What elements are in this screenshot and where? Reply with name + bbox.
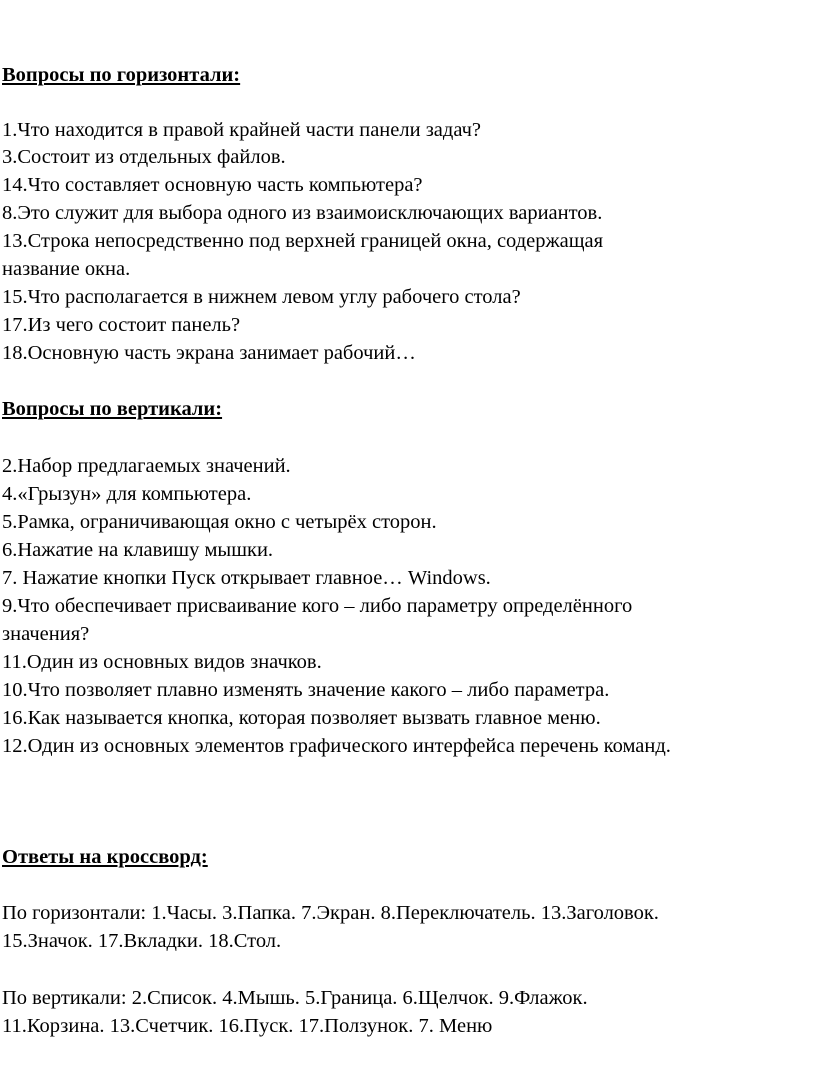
horizontal-question-line: 8.Это служит для выбора одного из взаимоисключающих вариантов. [2, 202, 603, 224]
vertical-question-line: 2.Набор предлагаемых значений. [2, 455, 291, 477]
vertical-question-line: значения? [2, 623, 90, 645]
vertical-question-line: 16.Как называется кнопка, которая позволяет вызвать главное меню. [2, 707, 601, 729]
horizontal-question-line: 15.Что располагается в нижнем левом углу рабочего стола? [2, 286, 521, 308]
vertical-question-line: 6.Нажатие на клавишу мышки. [2, 539, 274, 561]
answers-heading: Ответы на кроссворд: [2, 846, 208, 868]
horizontal-question-line: 18.Основную часть экрана занимает рабочий… [2, 342, 416, 364]
horizontal-question-line: название окна. [2, 258, 131, 280]
answers-horizontal-line: По горизонтали: 1.Часы. 3.Папка. 7.Экран. 8.Переключатель. 13.Заголовок. [2, 902, 659, 924]
horizontal-question-line: 14.Что составляет основную часть компьютера? [2, 174, 423, 196]
answers-horizontal-line: 15.Значок. 17.Вкладки. 18.Стол. [2, 930, 282, 952]
horizontal-question-line: 3.Состоит из отдельных файлов. [2, 146, 286, 168]
horizontal-question-line: 13.Строка непосредственно под верхней границей окна, содержащая [2, 230, 604, 252]
vertical-question-line: 4.«Грызун» для компьютера. [2, 483, 252, 505]
answers-vertical-line: По вертикали: 2.Список. 4.Мышь. 5.Граница. 6.Щелчок. 9.Флажок. [2, 987, 588, 1009]
vertical-question-line: 7. Нажатие кнопки Пуск открывает главное… Windows. [2, 567, 491, 589]
vertical-question-line: 12.Один из основных элементов графического интерфейса перечень команд. [2, 735, 671, 757]
horizontal-question-line: 17.Из чего состоит панель? [2, 314, 241, 336]
horizontal-questions-heading: Вопросы по горизонтали: [2, 64, 241, 86]
vertical-question-line: 10.Что позволяет плавно изменять значение какого – либо параметра. [2, 679, 610, 701]
answers-vertical-line: 11.Корзина. 13.Счетчик. 16.Пуск. 17.Ползунок. 7. Меню [2, 1015, 493, 1037]
vertical-question-line: 5.Рамка, ограничивающая окно с четырёх сторон. [2, 511, 437, 533]
vertical-question-line: 11.Один из основных видов значков. [2, 651, 322, 673]
vertical-question-line: 9.Что обеспечивает присваивание кого – либо параметру определённого [2, 595, 633, 617]
vertical-questions-heading: Вопросы по вертикали: [2, 398, 223, 420]
horizontal-question-line: 1.Что находится в правой крайней части панели задач? [2, 119, 482, 141]
